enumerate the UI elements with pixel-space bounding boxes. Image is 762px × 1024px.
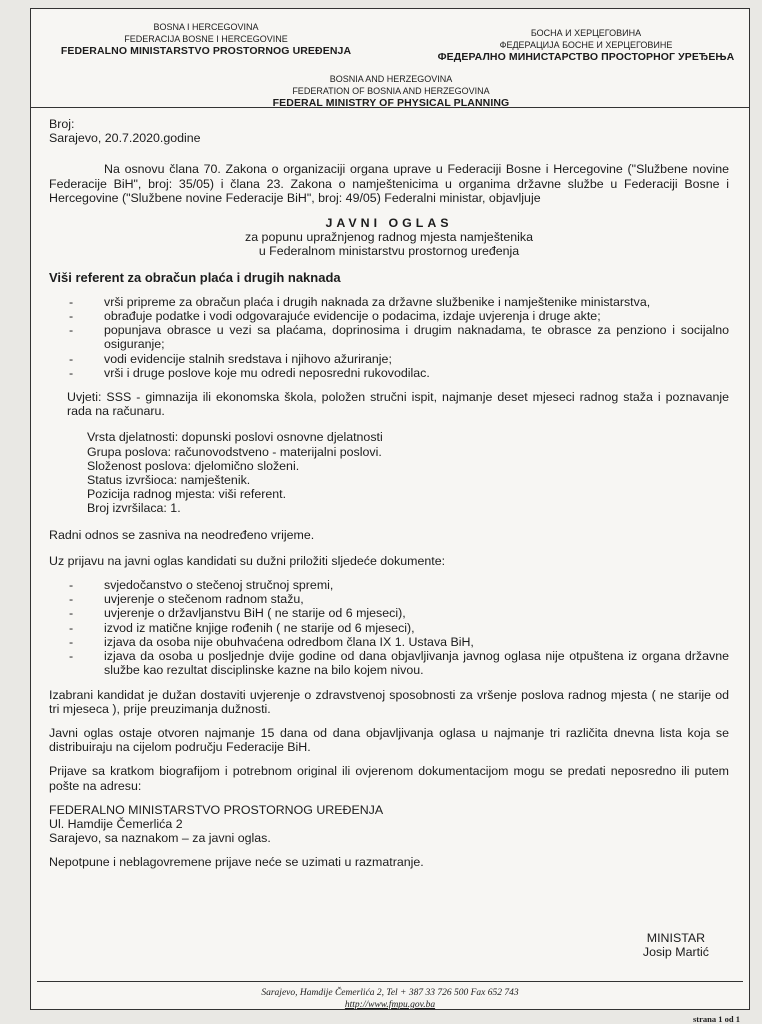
header-line: FEDERACIJA BOSNE I HERCEGOVINE [124,34,288,44]
footer-website-link[interactable]: http://www.fmpu.gov.ba [344,1000,436,1010]
list-item: - obrađuje podatke i vodi odgovarajuće evidencije o podacima, izdaje uvjerenja i druge akte; [49,309,729,323]
list-item: - uvjerenje o stečenom radnom stažu, [49,592,729,606]
place-date: Sarajevo, 20.7.2020.godine [49,131,201,146]
detail-line: Složenost poslova: djelomično složeni. [87,458,300,473]
signature-name: Josip Martić [642,945,709,959]
document-page [30,8,750,1010]
address-line: Ul. Hamdije Čemerlića 2 [49,816,183,831]
page-number: strana 1 od 1 [693,1014,740,1024]
employment-type: Radni odnos se zasniva na neodređeno vrijeme. [49,527,315,542]
signature-block [643,931,709,959]
conditions: Uvjeti: SSS - gimnazija ili ekonomska škola, položen stručni ispit, najmanje deset mjeseci radnog staža i poznavanje rada na računaru. [67,390,729,419]
list-item: - izvod iz matične knjige rođenih ( ne starije od 6 mjeseci), [49,621,729,635]
detail-line: Vrsta djelatnosti: dopunski poslovi osnovne djelatnosti [87,430,383,445]
footer [31,987,749,1011]
submission-note: Prijave sa kratkom biografijom i potrebnom original ili ovjerenom dokumentacijom mogu se predati neposredno ili putem pošte na adresu: [49,764,729,793]
header-ministry-name: FEDERALNO MINISTARSTVO PROSTORNOG UREĐENJA [60,45,352,57]
document-body [49,117,729,870]
detail-line: Pozicija radnog mjesta: viši referent. [87,487,287,502]
list-item: - izjava da osoba u posljednje dvije godine od dana objavljivanja javnog oglasa nije otpuštena iz organa državne službe kao rezultat disciplinske kazne na bilo kojem nivou. [49,649,729,677]
header-ministry-name: FEDERAL MINISTRY OF PHYSICAL PLANNING [272,97,510,109]
header-line: БОСНА И ХЕРЦЕГОВИНА [530,28,642,38]
documents-list [49,578,729,677]
detail-line: Grupa poslova: računovodstveno - materijalni poslovi. [87,444,382,459]
header-ministry-name: ФЕДЕРАЛНО МИНИСТАРСТВО ПРОСТОРНОГ УРЕЂЕЊА [437,51,735,63]
footer-address: Sarajevo, Hamdije Čemerlića 2, Tel + 387 33 726 500 Fax 652 743 [261,988,519,998]
notice-subtitle: za popunu upražnjenog radnog mjesta namještenika [245,230,533,245]
position-details [49,430,729,515]
address-line: Sarajevo, sa naznakom – za javni oglas. [49,831,271,846]
header-english [231,73,551,109]
header-line: ФЕДЕРАЦИЈА БОСНЕ И ХЕРЦЕГОВИНЕ [499,40,673,50]
list-item: - vodi evidencije stalnih sredstava i njihovo ažuriranje; [49,352,729,366]
signature-role: MINISTAR [646,931,706,945]
list-item: - svjedočanstvo o stečenoj stručnoj spremi, [49,578,729,592]
notice-subtitle: u Federalnom ministarstvu prostornog uređenja [258,244,520,259]
header-line: BOSNA I HERCEGOVINA [153,22,259,32]
intro-paragraph: Na osnovu člana 70. Zakona o organizaciji organa uprave u Federaciji Bosne i Hercegovine ("Službene novine Federacije BiH", broj: 35/05) i člana 23. Zakona o namještenicima u organima državne službe u Federaciji Bosne i Hercegovine ("Službene novine Federacije BiH", broj: 49/05) Federalni ministar, objavljuje [49,162,729,205]
incomplete-applications-note: Nepotpune i neblagovremene prijave neće se uzimati u razmatranje. [49,855,424,870]
header-bosnian [41,21,371,57]
list-item: - vrši i druge poslove koje mu odredi neposredni rukovodilac. [49,366,729,380]
notice-title: JAVNI OGLAS [325,216,453,231]
duties-list [49,295,729,380]
header-cyrillic [431,27,741,63]
header-line: FEDERATION OF BOSNIA AND HERZEGOVINA [292,86,490,96]
open-period-note: Javni oglas ostaje otvoren najmanje 15 dana od dana objavljivanja oglasa u najmanje tri različita dnevna lista koja se distribuiraju na cijelom području Federacije BiH. [49,725,729,755]
position-title: Viši referent za obračun plaća i drugih naknada [49,269,341,285]
footer-divider [37,981,743,982]
header-divider [31,107,749,108]
reference-number: Broj: [49,117,75,131]
detail-line: Broj izvršilaca: 1. [87,501,181,516]
list-item: - uvjerenje o državljanstvu BiH ( ne starije od 6 mjeseci), [49,606,729,620]
list-item: - popunjava obrasce u vezi sa plaćama, doprinosima i drugim naknadama, te obrasce za penziono i socijalno osiguranje; [49,323,729,351]
documents-intro: Uz prijavu na javni oglas kandidati su dužni priložiti sljedeće dokumente: [49,553,446,568]
detail-line: Status izvršioca: namještenik. [87,473,251,488]
submission-address [49,803,729,846]
address-line: FEDERALNO MINISTARSTVO PROSTORNOG UREĐENJA [49,802,384,817]
health-certificate-note: Izabrani kandidat je dužan dostaviti uvjerenje o zdravstvenoj sposobnosti za vršenje poslova radnog mjesta ( ne starije od tri mjeseca ), prije preuzimanja dužnosti. [49,687,729,716]
header-line: BOSNIA AND HERZEGOVINA [329,74,453,84]
list-item: - izjava da osoba nije obuhvaćena odredbom člana IX 1. Ustava BiH, [49,635,729,649]
list-item: - vrši pripreme za obračun plaća i drugih naknada za državne službenike i namještenike ministarstva, [49,295,729,309]
